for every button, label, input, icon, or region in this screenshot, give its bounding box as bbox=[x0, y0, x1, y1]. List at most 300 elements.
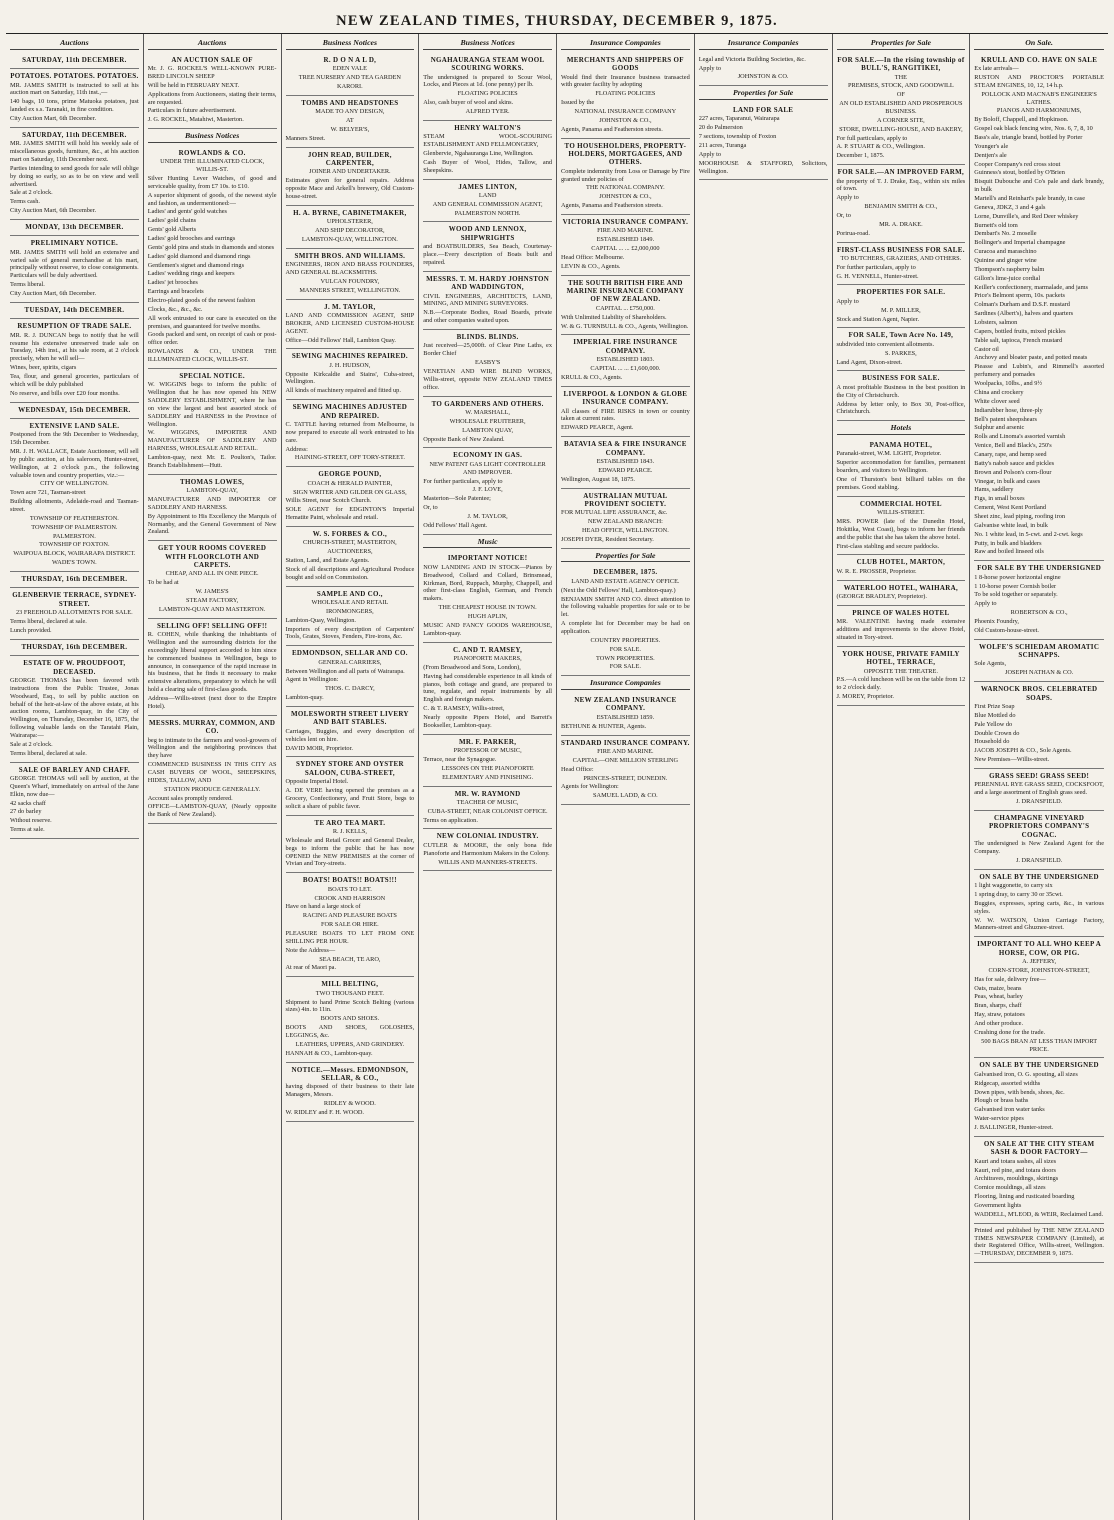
ad-line: Apply to bbox=[836, 297, 859, 305]
advertisement bbox=[561, 736, 690, 806]
ad-heading: J. M. TAYLOR, bbox=[324, 302, 376, 311]
ad-line: 500 BAGS BRAN AT LESS THAN IMPORT PRICE. bbox=[981, 1037, 1098, 1053]
ad-heading: GET YOUR ROOMS COVERED WITH FLOORCLOTH AND CARPETS. bbox=[157, 544, 267, 570]
ad-line: JOSEPH DYER, Resident Secretary. bbox=[561, 535, 654, 543]
ad-heading: SAMPLE AND CO., bbox=[316, 589, 383, 598]
ad-line: WILLIS AND MANNERS-STREETS. bbox=[438, 858, 538, 866]
ad-line: Dembart's No. 2 moselle bbox=[974, 230, 1037, 238]
ad-heading: PRELIMINARY NOTICE. bbox=[30, 239, 118, 248]
ad-heading: H. A. BYRNE, CABINETMAKER, bbox=[293, 208, 407, 217]
ad-line: China and crockery bbox=[974, 388, 1024, 396]
ad-line: Have on hand a large stock of bbox=[285, 903, 361, 911]
ad-heading: THURSDAY, 16th DECEMBER. bbox=[21, 642, 128, 651]
ad-line: M. P. MILLER, bbox=[881, 306, 921, 314]
advertisement bbox=[423, 643, 552, 735]
ad-heading: MESSRS. MURRAY, COMMON, AND CO. bbox=[149, 718, 276, 736]
ad-line: Stock and Station Agent, Napier. bbox=[836, 315, 920, 323]
ad-line: beg to intimate to the farmers and wool-growers of Wellington and the neighboring provinces that they have bbox=[147, 736, 277, 760]
ad-heading: VICTORIA INSURANCE COMPANY. bbox=[562, 218, 689, 226]
advertisement bbox=[561, 387, 690, 437]
ad-heading: ESTATE OF W. PROUDFOOT, DECEASED. bbox=[23, 659, 126, 676]
advertisement bbox=[148, 53, 277, 129]
ad-line: Pieasse and Lubin's, and Rimmell's assorted perfumery and pomades bbox=[974, 363, 1104, 379]
ad-line: CAPITAL ... ... £2,000,000 bbox=[591, 245, 660, 253]
ad-heading: NOTICE.—Messrs. EDMONDSON, SELLAR, & CO., bbox=[291, 1065, 409, 1082]
ad-line: IRONMONGERS, bbox=[325, 607, 374, 615]
section-heading: Hotels bbox=[837, 423, 966, 435]
ad-line: J. F. LOVE, bbox=[472, 486, 503, 494]
ad-line: Building allotments, Adelaide-road and Tasman-street. bbox=[10, 498, 139, 514]
ad-line: PIANOFORTE MAKERS, bbox=[453, 654, 522, 662]
ad-line: THE CHEAPEST HOUSE IN TOWN. bbox=[438, 604, 537, 612]
ad-line: Batty's nabob sauce and pickles bbox=[974, 459, 1055, 467]
ad-line: Note the Address— bbox=[285, 946, 336, 954]
ad-line: BOATS TO LET. bbox=[327, 885, 372, 893]
ad-line: TOWNSHIP OF FEATHERSTON. bbox=[29, 514, 119, 522]
ad-line: Land Agent, Dixon-street. bbox=[836, 358, 903, 366]
ad-line: MR. J. H. WALLACE, Estate Auctioneer, will sell by public auction, at his saleroom, Hunter-street, Wellington, at 2 o'clock p.m., the following valuable town and country properties, viz.:— bbox=[10, 448, 139, 479]
ad-line: Bass's ale, triangle brand, bottled by Porter bbox=[974, 134, 1083, 141]
advertisement bbox=[699, 103, 828, 180]
ad-line: All kinds of machinery repaired and fitted up. bbox=[285, 387, 401, 395]
ad-line: POLLOCK AND MACNAB'S ENGINEER'S LATHES. bbox=[981, 90, 1097, 106]
section-heading: Music bbox=[423, 537, 552, 549]
ad-line: Ridgecap, assorted widths bbox=[974, 1079, 1041, 1087]
ad-line: Ladies' gold diamond and diamond rings bbox=[147, 252, 251, 260]
ad-line: Masterton—Sole Patentee; bbox=[423, 495, 491, 503]
ad-line: ESTABLISHED 1803. bbox=[596, 356, 655, 364]
advertisement bbox=[423, 829, 552, 871]
ad-line: Indiarubber hose, three-ply bbox=[974, 406, 1043, 414]
ad-line: FOR SALE OR HIRE. bbox=[321, 921, 379, 929]
ad-line: Between Wellington and all parts of Wairarapa. bbox=[285, 667, 405, 675]
ad-line: COMMENCED BUSINESS IN THIS CITY AS CASH BUYERS OF WOOL, SHEEPSKINS, HIDES, TALLOW, AND bbox=[147, 761, 277, 784]
ad-heading: THOMAS LOWES, bbox=[180, 477, 245, 486]
section-heading: Insurance Companies bbox=[561, 38, 690, 50]
ad-line: LAMBTON-QUAY AND MASTERTON. bbox=[158, 605, 266, 613]
ad-line: Apply to bbox=[836, 194, 859, 202]
advertisement bbox=[10, 236, 139, 303]
ad-line: Lambton-quay. bbox=[285, 694, 324, 702]
ad-line: Nearly opposite Pipers Hotel, and Barrett's Bookseller, Lambton-quay. bbox=[423, 713, 552, 729]
ad-line: (From Broadwood and Sons, London), bbox=[423, 663, 521, 671]
ad-line: EASBY'S bbox=[474, 359, 501, 367]
ad-line: Porirua-road. bbox=[836, 229, 870, 237]
ad-line: Agents, Panama and Featherston streets. bbox=[561, 202, 663, 210]
advertisement bbox=[423, 222, 552, 271]
ad-line: Estimates given for general repairs. Address opposite Mace and Arkell's brewery, Old Custom-house-street. bbox=[285, 177, 415, 200]
ad-line: HEAD OFFICE, WELLINGTON. bbox=[581, 527, 669, 535]
ad-line: By Appointment to His Excellency the Marquis of Normanby, and the General Government of New Zealand. bbox=[147, 512, 277, 536]
ad-line: RACING AND PLEASURE BOATS bbox=[302, 912, 397, 920]
advertisement bbox=[10, 319, 139, 402]
ad-line: Sale at 2 o'clock. bbox=[10, 740, 53, 748]
ad-heading: POTATOES. POTATOES. POTATOES. bbox=[10, 72, 139, 81]
section-heading: On Sale. bbox=[974, 38, 1104, 50]
ad-line: CHURCH-STREET, MASTERTON, bbox=[303, 539, 397, 547]
ad-line: Geneva, JDKZ, 3 and 4 gals bbox=[974, 203, 1046, 211]
ad-heading: C. AND T. RAMSEY, bbox=[453, 645, 523, 654]
advertisement bbox=[974, 870, 1104, 938]
ad-line: W. & G. TURNBULL & CO., Agents, Wellington. bbox=[561, 322, 689, 330]
ad-line: Superior accommodation for families, permanent boarders, and visitors to Wellington. bbox=[836, 459, 966, 475]
ad-line: WADE'S TOWN. bbox=[52, 559, 97, 567]
ad-line: City Auction Mart, 6th December. bbox=[10, 290, 97, 298]
ad-line: CHEAP, AND ALL IN ONE PIECE. bbox=[165, 570, 259, 578]
ad-line: Also, cash buyer of wool and skins. bbox=[423, 99, 514, 107]
ad-line: Quinine and ginger wine bbox=[974, 257, 1037, 265]
ad-line: 211 acres, Turanga bbox=[698, 142, 747, 150]
ad-line: THE NATIONAL COMPANY. bbox=[586, 184, 665, 192]
column-4 bbox=[419, 34, 557, 1520]
ad-line: ELEMENTARY AND FINISHING. bbox=[442, 773, 534, 781]
ad-line: New Premises—Willis-street. bbox=[974, 756, 1050, 764]
ad-line: A. DE VERE having opened the premises as a Grocery, Confectionery, and Fruit Store, begs to solicit a share of public favor. bbox=[285, 787, 415, 810]
ad-line: Tea, flour, and general groceries, particulars of which will be duly published bbox=[10, 372, 139, 388]
ad-line: Peas, wheat, barley bbox=[974, 993, 1023, 1001]
ad-line: subdivided into convenient allotments. bbox=[836, 340, 935, 348]
ad-heading: MESSRS. T. M. HARDY JOHNSTON AND WADDINGTON, bbox=[426, 274, 550, 292]
ad-line: Opposite Imperial Hotel. bbox=[285, 778, 349, 786]
ad-line: CUBA-STREET, NEAR COLONIST OFFICE. bbox=[427, 807, 548, 815]
advertisement bbox=[423, 272, 552, 330]
ad-line: AND SHIP DECORATOR, bbox=[315, 227, 385, 234]
ad-line: Blue Mottled do bbox=[974, 711, 1016, 719]
column-2 bbox=[144, 34, 282, 1520]
ad-line: To be had at bbox=[147, 579, 179, 587]
ad-line: G. H. VENNELL, Hunter-street. bbox=[836, 272, 919, 280]
ad-line: HAINING-STREET, OFF TORY-STREET. bbox=[294, 454, 405, 462]
ad-line: CUTLER & MOORE, the only bona fide Pianoforte and Harmonium Makers in the Colony. bbox=[423, 841, 552, 857]
ad-line: LAMBTON-QUAY, bbox=[186, 487, 238, 495]
ad-line: Table salt, tapioca, French mustard bbox=[974, 336, 1063, 344]
ad-line: TO BUTCHERS, GRAZIERS, AND OTHERS. bbox=[840, 254, 962, 262]
ad-line: A. P. STUART & CO., Wellington. bbox=[836, 143, 925, 151]
ad-line: and BOATBUILDERS, Sea Beach, Courtenay-place.—Every description of Boats built and repaired. bbox=[423, 243, 552, 266]
advertisement bbox=[837, 165, 966, 242]
ad-line: Ladies' wedding rings and keepers bbox=[147, 270, 235, 278]
ad-line: FOR MUTUAL LIFE ASSURANCE, &c. bbox=[561, 509, 668, 517]
ad-line: Guinness's stout, bottled by O'Brien bbox=[974, 169, 1065, 177]
ad-line: Glenbervie, Ngahauranga Line, Wellington. bbox=[423, 149, 534, 157]
advertisement bbox=[286, 53, 415, 96]
advertisement bbox=[837, 647, 966, 706]
ad-line: CAPITAL ... £750,000. bbox=[595, 304, 655, 312]
ad-heading: YORK HOUSE, PRIVATE FAMILY HOTEL, TERRACE, bbox=[842, 649, 960, 667]
ad-line: FOR SALE. bbox=[609, 645, 641, 653]
ad-line: 1 10-horse power Cornish boiler bbox=[974, 582, 1057, 590]
ad-heading: ON SALE BY THE UNDERSIGNED bbox=[979, 1061, 1099, 1070]
advertisement bbox=[423, 551, 552, 642]
advertisement bbox=[837, 555, 966, 580]
ad-line: Kauri and totara sashes, all sizes bbox=[974, 1157, 1057, 1165]
ad-line: MOORHOUSE & STAFFORD, Solicitors, Wellington. bbox=[698, 159, 828, 175]
advertisement bbox=[561, 693, 690, 736]
ad-line: Oats, maize, beans bbox=[974, 984, 1022, 992]
ad-line: 1 light waggonette, to carry six bbox=[974, 882, 1053, 890]
ad-line: BENJAMIN SMITH & CO., bbox=[864, 203, 938, 211]
ad-heading: ON SALE BY THE UNDERSIGNED bbox=[979, 872, 1099, 881]
advertisement bbox=[286, 646, 415, 707]
ad-line: NEW PATENT GAS LIGHT CONTROLLER AND IMPROVER. bbox=[429, 460, 546, 476]
ad-heading: LAND FOR SALE bbox=[732, 106, 794, 115]
ad-line: ESTABLISHED 1859. bbox=[596, 713, 655, 721]
ad-line: Galvanise white lead, in bulk bbox=[974, 521, 1048, 529]
advertisement bbox=[837, 285, 966, 328]
advertisement bbox=[286, 96, 415, 148]
ad-line: ROBERTSON & CO., bbox=[1010, 609, 1068, 617]
ad-line: LEVIN & CO., Agents. bbox=[561, 262, 621, 270]
section-heading: Properties for Sale bbox=[699, 88, 828, 100]
ad-line: Stock of all descriptions and Agricultural Produce bought and sold on Commission. bbox=[285, 565, 415, 581]
ad-heading: SALE OF BARLEY AND CHAFF. bbox=[18, 765, 130, 774]
advertisement bbox=[974, 937, 1104, 1058]
ad-line: Terms liberal, declared at sale. bbox=[10, 749, 87, 757]
ad-heading: MOLESWORTH STREET LIVERY AND BAIT STABLES. bbox=[290, 710, 409, 727]
ad-line: WAIPOUA BLOCK, WAIRARAPA DISTRICT. bbox=[13, 550, 136, 558]
ad-line: Rolls and Linoma's assorted varnish bbox=[974, 433, 1066, 441]
ad-line: Wines, beer, spirits, cigars bbox=[10, 364, 77, 372]
ad-heading: MERCHANTS AND SHIPPERS OF GOODS bbox=[566, 55, 684, 73]
advertisement bbox=[286, 400, 415, 467]
ad-line: J. DRANSFIELD. bbox=[1015, 798, 1063, 806]
ad-line: Vinegar, in bulk and cases bbox=[974, 477, 1041, 485]
ad-heading: WATERLOO HOTEL, WAIHARA, bbox=[843, 583, 959, 592]
advertisement bbox=[10, 403, 139, 419]
ad-heading: FOR SALE.—AN IMPROVED FARM, bbox=[837, 168, 965, 177]
ad-line: Station, Land, and Estate Agents. bbox=[285, 557, 370, 565]
ad-line: UPHOLSTERER, bbox=[326, 218, 373, 226]
advertisement bbox=[148, 146, 277, 369]
ad-heading: NEW COLONIAL INDUSTRY. bbox=[436, 832, 539, 841]
ad-line: RUSTON AND PROCTOR'S PORTABLE STEAM ENGINES, 10, 12, 14 h.p. bbox=[974, 73, 1104, 89]
ad-heading: WOLFE'S SCHIEDAM AROMATIC SCHNAPPS. bbox=[979, 642, 1100, 660]
ad-line: Agents for Wellington: bbox=[561, 783, 619, 791]
ad-line: FIRE AND MARINE. bbox=[597, 227, 654, 235]
advertisement bbox=[286, 587, 415, 647]
ad-heading: WOOD AND LENNOX, SHIPWRIGHTS bbox=[448, 225, 527, 242]
columns bbox=[6, 34, 1108, 1520]
ad-line: Galvanised iron, O. G. spouting, all sizes bbox=[974, 1070, 1078, 1078]
advertisement bbox=[423, 448, 552, 534]
ad-line: Or, to bbox=[423, 504, 438, 512]
ad-line: DAVID MOIR, Proprietor. bbox=[285, 744, 353, 752]
advertisement bbox=[974, 811, 1104, 870]
ad-line: Complete indemnity from Loss or Damage by Fire granted under policies of bbox=[561, 167, 690, 183]
advertisement bbox=[423, 787, 552, 830]
ad-line: By Boloff, Chappell, and Hopkinson. bbox=[974, 116, 1069, 124]
ad-heading: FIRST-CLASS BUSINESS FOR SALE. bbox=[836, 245, 965, 254]
ad-line: All work entrusted to our care is executed on the premises, and guaranteed for twelve months. bbox=[147, 314, 277, 330]
ad-line: Figs, in small boxes bbox=[974, 495, 1025, 503]
ad-line: CAPITAL ... ... £1,600,000. bbox=[590, 365, 661, 373]
ad-line: Gentlemen's signet and diamond rings bbox=[147, 261, 245, 269]
ad-line: Particulars in future advertisement. bbox=[147, 107, 237, 115]
ad-line: TEACHER OF MUSIC, bbox=[456, 798, 519, 806]
advertisement bbox=[286, 206, 415, 249]
ad-line: FLOATING POLICIES bbox=[457, 90, 518, 98]
ad-line: J. MOREY, Proprietor. bbox=[836, 693, 894, 701]
ad-line: Sole Agents, bbox=[974, 660, 1007, 668]
ad-heading: SATURDAY, 11th DECEMBER. bbox=[22, 55, 127, 64]
ad-line: the property of T. J. Drake, Esq., within six miles of town. bbox=[836, 177, 966, 193]
ad-line: BENJAMIN SMITH AND CO. direct attention to the following valuable properties for sale or to be let. bbox=[561, 595, 690, 619]
section-heading: Business Notices bbox=[286, 38, 415, 50]
ad-line: STATION PRODUCE GENERALLY. bbox=[164, 785, 261, 793]
ad-line: One of Thurston's best billiard tables on the premises. Good stabling. bbox=[836, 475, 966, 491]
ad-line: Water-service pipes bbox=[974, 1115, 1024, 1123]
ad-heading: WEDNESDAY, 15th DECEMBER. bbox=[18, 405, 131, 414]
ad-heading: BATAVIA SEA & FIRE INSURANCE COMPANY. bbox=[563, 440, 687, 457]
ad-line: A complete list for December may be had on application. bbox=[561, 620, 690, 636]
advertisement bbox=[974, 1224, 1104, 1263]
ad-line: Lambton-quay, next Mr. E. Poulton's, Tailor. Branch Establishment—Hutt. bbox=[147, 454, 277, 469]
advertisement bbox=[974, 682, 1104, 769]
advertisement bbox=[286, 1063, 415, 1122]
ad-line: KRULL & CO., Agents. bbox=[561, 373, 623, 381]
ad-line: Hay, straw, potatoes bbox=[974, 1011, 1025, 1019]
ad-heading: TE ARO TEA MART. bbox=[314, 818, 386, 827]
ad-line: Cement, West Kent Portland bbox=[974, 504, 1047, 512]
ad-line: VENETIAN AND WIRE BLIND WORKS, Willis-street, opposite NEW ZEALAND TIMES office. bbox=[423, 368, 552, 391]
ad-line: 227 acres, Taparanui, Wairarapa bbox=[698, 115, 780, 123]
ad-heading: SEWING MACHINES ADJUSTED AND REPAIRED. bbox=[292, 403, 408, 420]
ad-line: N.B.—Corporate Bodies, Road Boards, private and other companies waited upon. bbox=[423, 309, 552, 325]
ad-line: Office—Odd Fellows' Hall, Lambton Quay. bbox=[285, 336, 396, 344]
ad-line: LAND AND COMMISSION AGENT, SHIP BROKER, AND LICENSED CUSTOM-HOUSE AGENT. bbox=[285, 311, 415, 335]
ad-line: The undersigned is prepared to Scour Wool, Locks, and Pieces at 1d. (one penny) per lb. bbox=[423, 73, 552, 89]
ad-line: C. & T. RAMSEY, Willis-street, bbox=[423, 705, 505, 713]
ad-line: SAMUEL LADD, & CO. bbox=[593, 792, 658, 800]
ad-line: W. W. WATSON, Union Carriage Factory, Manners-street and Ghuznee-street. bbox=[974, 916, 1104, 932]
ad-line: ESTABLISHED 1843. bbox=[596, 457, 655, 465]
ad-line: J. H. HUDSON, bbox=[329, 361, 371, 369]
ad-line: Earrings and bracelets bbox=[147, 288, 204, 296]
ad-line: Applications from Auctioneers, stating their terms, are requested. bbox=[147, 90, 277, 106]
ad-line: MADE TO ANY DESIGN, bbox=[315, 108, 385, 116]
ad-line: Having had considerable experience in all kinds of pianos, both cottage and grand, are prepared to tune, regulate, and repair instruments by all English and foreign makers. bbox=[423, 672, 552, 704]
advertisement bbox=[837, 328, 966, 371]
ad-line: Lorne, Dunville's, and Red Deer whiskey bbox=[974, 212, 1079, 220]
ad-line: ENGINEERS, IRON AND BRASS FOUNDERS, AND GENERAL BLACKSMITHS. bbox=[285, 261, 415, 276]
ad-line: Head Office: bbox=[561, 765, 594, 773]
ad-line: P.S.—A cold luncheon will be on the table from 12 to 2 o'clock daily. bbox=[836, 676, 966, 692]
ad-line: Without reserve. bbox=[10, 817, 52, 825]
ad-line: Issued by the bbox=[561, 99, 595, 107]
ad-heading: FOR SALE.—In the rising township of BULL'S, RANGITIKEI, bbox=[837, 55, 965, 73]
ad-heading: CHAMPAGNE VINEYARD PROPRIETORS COMPANY'S COGNAC. bbox=[988, 813, 1090, 839]
ad-heading: PRINCE OF WALES HOTEL bbox=[852, 608, 950, 617]
ad-line: (GEORGE BRADLEY, Proprietor). bbox=[836, 593, 927, 600]
advertisement bbox=[974, 53, 1104, 562]
ad-line: JOSEPH NATHAN & CO. bbox=[1005, 669, 1074, 677]
advertisement bbox=[10, 572, 139, 588]
ad-line: White clover seed bbox=[974, 397, 1020, 405]
ad-line: Bell's patent sheepshears bbox=[974, 415, 1037, 423]
ad-line: Legal and Victoria Building Societies, &c. bbox=[698, 55, 806, 63]
ad-heading: SATURDAY, 11th DECEMBER. bbox=[22, 130, 127, 139]
ad-line: Castor oil bbox=[974, 345, 999, 353]
advertisement bbox=[561, 139, 690, 215]
advertisement bbox=[286, 148, 415, 206]
advertisement bbox=[974, 769, 1104, 811]
advertisement bbox=[286, 977, 415, 1062]
ad-heading: SEWING MACHINES REPAIRED. bbox=[291, 352, 408, 361]
column-6 bbox=[695, 34, 833, 1520]
ad-heading: IMPORTANT TO ALL WHO KEEP A HORSE, COW, OR PIG. bbox=[977, 940, 1102, 957]
advertisement bbox=[561, 565, 690, 676]
ad-heading: COMMERCIAL HOTEL bbox=[859, 499, 942, 508]
ad-line: NATIONAL INSURANCE COMPANY bbox=[574, 107, 677, 115]
ad-line: 7 sections, township of Foxton bbox=[698, 133, 777, 141]
ad-line: MR. VALENTINE having made extensive additions and improvements to the above Hotel, situated in Tory-street. bbox=[836, 618, 966, 641]
ad-line: PROFESSOR OF MUSIC, bbox=[453, 747, 522, 755]
ad-line: JOHNSTON & CO., bbox=[599, 116, 652, 124]
ad-line: MR. A. DRAKE. bbox=[879, 220, 923, 228]
ad-line: Agents, Panama and Featherston streets. bbox=[561, 125, 663, 133]
ad-line: A superior shipment of goods, of the newest style and fashion, as undermentioned:— bbox=[147, 191, 277, 207]
advertisement bbox=[10, 588, 139, 639]
ad-line: BETHUNE & HUNTER, Agents. bbox=[561, 722, 647, 730]
ad-line: LAMBTON QUAY, bbox=[462, 426, 514, 434]
ad-line: Colman's Durham and D.S.F. mustard bbox=[974, 301, 1070, 309]
ad-line: FIRE AND MARINE. bbox=[597, 747, 654, 755]
ad-line: Gents' gold pins and studs in diamonds and stones bbox=[147, 243, 275, 251]
advertisement bbox=[974, 561, 1104, 639]
advertisement bbox=[699, 53, 828, 87]
ad-line: Kauri, red pine, and totara doors bbox=[974, 1166, 1056, 1174]
masthead bbox=[6, 4, 1108, 34]
ad-line: And other produce. bbox=[974, 1020, 1024, 1028]
advertisement bbox=[423, 121, 552, 180]
ad-line: Address—Willis-street (next door to the Empire Hotel). bbox=[147, 695, 277, 710]
ad-line: Burnett's old tom bbox=[974, 221, 1018, 229]
ad-heading: RESUMPTION OF TRADE SALE. bbox=[17, 322, 132, 331]
ad-line: Woolpacks, 10lbs., and 9½ bbox=[974, 380, 1043, 388]
ad-line: UNDER THE ILLUMINATED CLOCK, WILLIS-ST. bbox=[160, 158, 265, 174]
ad-line: W. JAMES'S bbox=[195, 588, 229, 596]
ad-line: Postponed from the 9th December to Wednesday, 15th December. bbox=[10, 431, 139, 447]
ad-heading: W. S. FORBES & CO., bbox=[312, 529, 388, 538]
ad-line: THE bbox=[894, 73, 907, 81]
ad-line: First Prize Soap bbox=[974, 702, 1015, 710]
ad-heading: THE SOUTH BRITISH FIRE AND MARINE INSURANCE COMPANY OF NEW ZEALAND. bbox=[566, 278, 685, 304]
ad-line: Martell's and Reinhart's pale brandy, in case bbox=[974, 195, 1086, 203]
ad-line: CAPITAL—ONE MILLION STERLING bbox=[572, 756, 679, 764]
ad-heading: NEW ZEALAND INSURANCE COMPANY. bbox=[574, 696, 677, 713]
ad-heading: R. D O N A L D, bbox=[323, 55, 377, 64]
column-5 bbox=[557, 34, 695, 1520]
ad-line: PLEASURE BOATS TO LET FROM ONE SHILLING PER HOUR. bbox=[285, 929, 415, 945]
section-heading: Insurance Companies bbox=[699, 38, 828, 50]
ad-line: Government lights bbox=[974, 1201, 1022, 1209]
advertisement bbox=[286, 873, 415, 977]
ad-line: PALMERSTON NORTH. bbox=[454, 209, 521, 217]
ad-line: Clocks, &c., &c., &c. bbox=[147, 305, 203, 313]
advertisement bbox=[423, 53, 552, 121]
ad-heading: WARNOCK BROS. CELEBRATED SOAPS. bbox=[980, 685, 1098, 702]
section-heading: Auctions bbox=[148, 38, 277, 50]
ad-line: PIANOS AND HARMONIUMS, bbox=[996, 107, 1082, 115]
column-7 bbox=[833, 34, 971, 1520]
ad-line: A CORNER SITE, bbox=[876, 116, 925, 124]
ad-line: COACH & HERALD PAINTER, bbox=[307, 479, 393, 487]
ad-line: With Unlimited Liability of Shareholders. bbox=[561, 313, 667, 321]
ad-line: Crushing done for the trade. bbox=[974, 1028, 1046, 1036]
column-1 bbox=[6, 34, 144, 1520]
ad-line: MRS. POWER (late of the Dunedin Hotel, Hokitika, West Coast), begs to inform her friends and the public that she has taken the above hotel. bbox=[836, 517, 966, 541]
ad-line: 140 bags, 10 tons, prime Matuoka potatoes, just landed ex s.s. Taranaki, in fine condition. bbox=[10, 98, 139, 114]
